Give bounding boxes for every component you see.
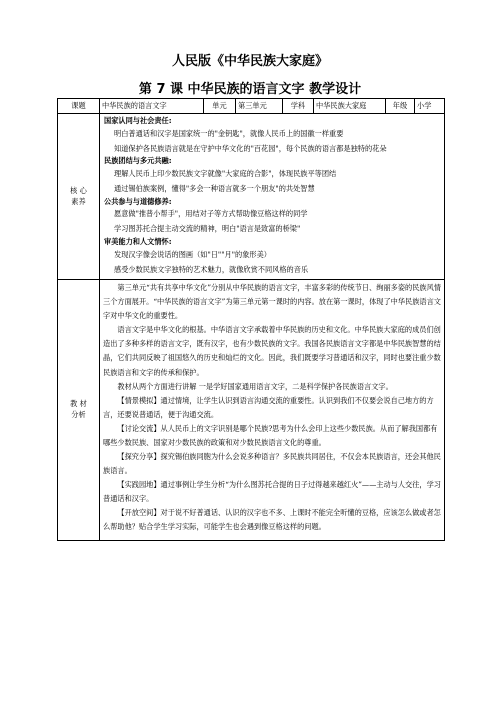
section-title: 审美能力和人文情怀:: [104, 236, 172, 246]
section-title: 国家认同与社会责任:: [104, 116, 172, 125]
grade-value: 小学: [415, 99, 445, 114]
section-item: 愿意做"推普小帮手"，用结对子等方式帮助像豆格这样的同学: [114, 209, 308, 219]
core-literacy-content: [100, 114, 445, 280]
analysis-paragraph: 【实践园地】通过事例让学生分析“为什么图苏托合提的日子过得越来越红火”——主动与人交往，学习普通话和汉字。: [103, 479, 441, 503]
section-item: 明白普通话和汉字是国家统一的"金钥匙"，就像人民币上的国徽一样重要: [114, 128, 344, 138]
subject-label: 学科: [283, 99, 314, 114]
section-item: 通过锡伯族案例，懂得"多会一种语言就多一个朋友"的共处智慧: [114, 183, 315, 193]
analysis-paragraph: 教材从两个方面进行讲解 一是学好国家通用语言文字，二是科学保护各民族语言文字。: [117, 381, 393, 391]
section-title: 公共参与与道德修养:: [104, 196, 172, 206]
lesson-value: 中华民族的语言文字: [100, 99, 204, 114]
analysis-paragraph: 语言文字是中华文化的根基。中华语言文字承载着中华民族的历史和文化。中华民族大家庭的成员们创造出了多种多样的语言文字，既有汉字，也有少数民族的文字。我国各民族语言文字都是中华民族智慧的结晶，它们共同反映了祖国悠久的历史和灿烂的文化。因此，我们既要学习普通话和汉字，同时也要注重少数民族语言和文字的传承和保护。: [103, 325, 441, 377]
lesson-plan-table: [57, 98, 445, 541]
section-title: 民族团结与多元共融:: [104, 156, 172, 166]
analysis-paragraph: 【开放空间】对于说不好普通话、认识的汉字也不多、上课时不能完全听懂的豆格，应该怎么做或者怎么帮助他？贴合学生学习实际，可能学生也会遇到像豆格这样的问题。: [103, 507, 441, 531]
section-item: 学习图苏托合提主动交流的精神，明白"语言是致富的桥梁": [114, 224, 301, 234]
unit-label: 单元: [204, 99, 236, 114]
core-label-line2: 素养: [71, 196, 86, 206]
info-row: [58, 99, 445, 114]
document-title: 人民版《中华民族大家庭》: [171, 54, 328, 69]
core-literacy-row: [58, 114, 445, 280]
core-label-line1: 核 心: [70, 185, 87, 195]
analysis-label-line2: 分析: [71, 410, 86, 420]
textbook-analysis-label: [58, 280, 100, 541]
textbook-analysis-content: [100, 280, 445, 541]
unit-value: 第三单元: [236, 99, 283, 114]
lesson-label: 课题: [58, 99, 100, 114]
section-item: 理解人民币上印少数民族文字就像"大家庭的合影"，体现民族平等团结: [114, 169, 337, 179]
grade-label: 年级: [386, 99, 415, 114]
analysis-paragraph: 【探究分享】探究锡伯族同胞为什么会说多种语言？多民族共同居住，不仅会本民族语言，还会其他民族语言。: [103, 451, 441, 475]
analysis-paragraph: 第三单元“共有共享中华文化”分别从中华民族的语言文字，丰富多彩的传统节日、绚丽多姿的民族风情三个方面展开。“中华民族的语言文字”为第三单元第一课时的内容。放在第一课时，体现了中华民族语言文字对中华文化的重要性。: [103, 283, 441, 321]
section-item: 感受少数民族文字独特的艺术魅力，就像欣赏不同风格的音乐: [114, 264, 309, 274]
document-subtitle: 第 7 课 中华民族的语言文字 教学设计: [138, 82, 362, 97]
analysis-paragraph: 【讨论交流】从人民币上的文字识别是哪个民族?思考为什么会印上这些少数民族。从而了解我国都有哪些少数民族、国家对少数民族的政策和对少数民族语言文化的尊重。: [103, 423, 438, 447]
section-item: 知道保护各民族语言就是在守护中华文化的"百花园"，每个民族的语言都是独特的花朵: [114, 143, 387, 153]
section-item: 发现汉字像会说话的图画（如"日""月"的象形美）: [114, 249, 271, 259]
analysis-paragraph: 【情景模拟】通过情境，让学生认识到语言沟通交流的重要性。认识到我们不仅要会说自己地方的方言，还要说普通话，便于沟通交流。: [103, 395, 434, 419]
analysis-label-line1: 教 材: [70, 399, 87, 409]
textbook-analysis-row: [58, 280, 445, 541]
core-literacy-label: [58, 114, 100, 280]
subject-value: 中华民族大家庭: [314, 99, 386, 114]
